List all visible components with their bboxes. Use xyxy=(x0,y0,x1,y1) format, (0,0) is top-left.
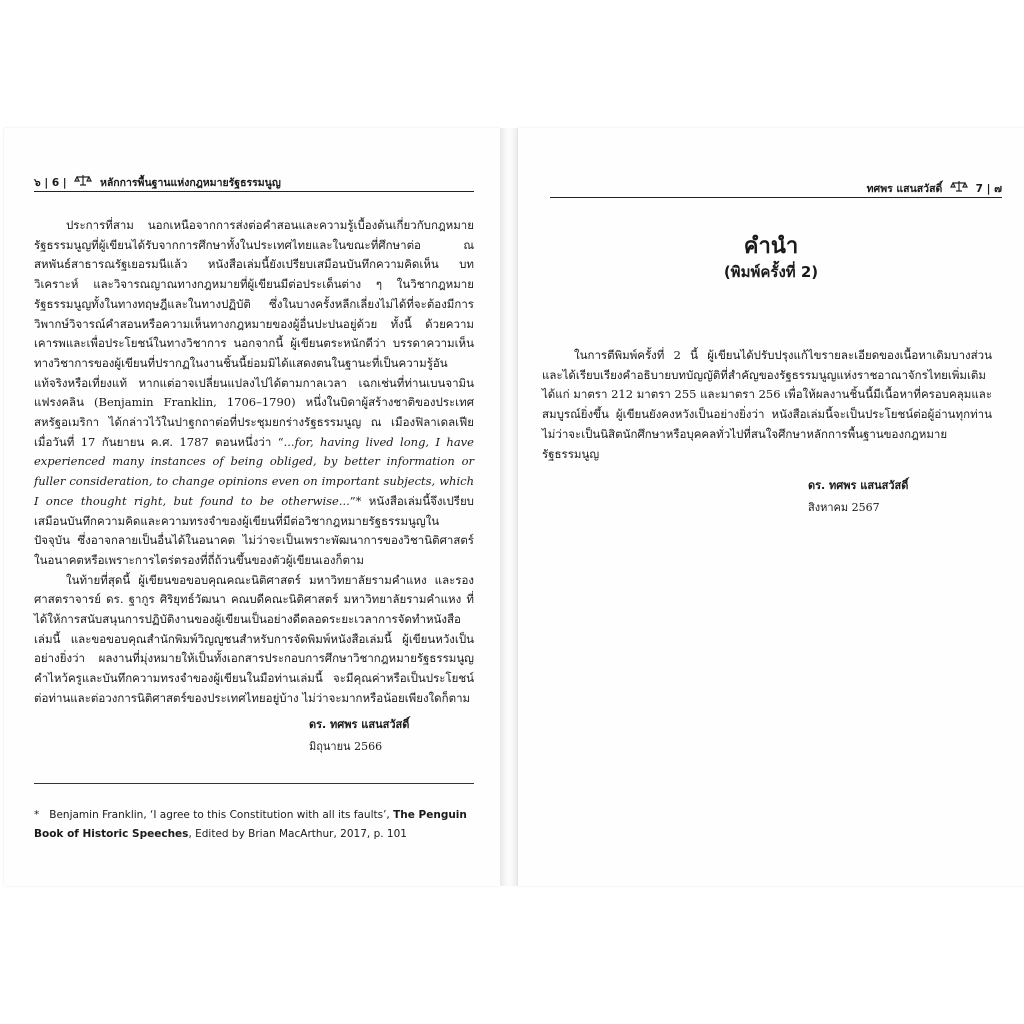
page-number: 7 xyxy=(975,183,983,195)
author-header: ทศพร แสนสวัสดิ์ xyxy=(866,183,943,195)
left-page-header: ๖ | 6 | หลักการพื้นฐานแห่งกฎหมายรัฐธรรมนูญ xyxy=(34,174,281,191)
left-signature xyxy=(309,714,409,758)
right-page-body xyxy=(542,346,992,464)
scales-of-justice-icon xyxy=(74,174,92,189)
paragraph-2: ในท้ายที่สุดนี้ ผู้เขียนขอขอบคุณคณะนิติศาสตร์ มหาวิทยาลัยรามคำแหง และรองศาสตราจารย์ ดร. ฐากูร ศิริยุทธ์วัฒนา คณบดีคณะนิติศาสตร์ มหาวิทยาลัยรามคำแหง ที่ได้ให้การสนับสนุนการปฏิบัติงานของผู้เขียนเป็นอย่างดีตลอดระยะเวลาการจัดทำหนังสือเล่มนี้ และขอขอบคุณสำนักพิมพ์วิญญูชนสำหรับการจัดพิมพ์หนังสือเล่มนี้ ผู้เขียนหวังเป็นอย่างยิ่งว่า ผลงานที่มุ่งหมายให้เป็นทั้งเอกสารประกอบการศึกษาวิชากฎหมายรัฐธรรมนูญ คำไหว้ครูและบันทึกความทรงจำของผู้เขียนในมือท่านเล่มนี้ จะมีคุณค่าหรือเป็นประโยชน์ต่อท่านและต่อวงการนิติศาสตร์ของประเทศไทยอยู่บ้าง ไม่ว่าจะมากหรือน้อยเพียงใดก็ตาม xyxy=(34,572,474,705)
header-rule xyxy=(34,191,474,192)
left-page-body xyxy=(34,216,474,709)
right-signature xyxy=(808,475,908,519)
right-page-header: ทศพร แสนสวัสดิ์ 7 | ๗ xyxy=(867,180,1002,197)
header-rule xyxy=(550,197,1002,198)
preface-title: คำนำ xyxy=(743,234,799,259)
footnote: * Benjamin Franklin, ‘I agree to this Constitution with all its faults’, The Penguin Book of Historic Speeches, Edited by Brian MacArthur, 2017, p. 101 xyxy=(34,809,467,840)
author-name: ดร. ทศพร แสนสวัสดิ์ xyxy=(309,718,410,731)
page-number-thai: ๗ xyxy=(994,183,1002,195)
footnote-marker: * xyxy=(34,809,40,821)
preface-subtitle: (พิมพ์ครั้งที่ 2) xyxy=(723,263,819,281)
author-name: ดร. ทศพร แสนสวัสดิ์ xyxy=(808,479,909,492)
preface-paragraph: ในการตีพิมพ์ครั้งที่ 2 นี้ ผู้เขียนได้ปรับปรุงแก้ไขรายละเอียดของเนื้อหาเดิมบางส่วน และได้เรียบเรียงคำอธิบายบทบัญญัติที่สำคัญของรัฐธรรมนูญแห่งราชอาณาจักรไทยเพิ่มเติม ได้แก่ มาตรา 212 มาตรา 255 และมาตรา 256 เพื่อให้ผลงานชิ้นนี้มีเนื้อหาที่ครอบคลุมและสมบูรณ์ยิ่งขึ้น ผู้เขียนยังคงหวังเป็นอย่างยิ่งว่า หนังสือเล่มนี้จะเป็นประโยชน์ต่อผู้อ่านทุกท่าน ไม่ว่าจะเป็นนิสิตนักศึกษาหรือบุคคลทั่วไปที่สนใจศึกษาหลักการพื้นฐานของกฎหมายรัฐธรรมนูญ xyxy=(542,348,992,461)
signature-date: มิถุนายน 2566 xyxy=(309,740,383,753)
franklin-quote: ...for, having lived long, I have experienced many instances of being obliged, by better information or fuller consideration, to change opinions even on important subjects, which I once thought right, but found to be otherwise... xyxy=(34,434,474,508)
book-title-header: หลักการพื้นฐานแห่งกฎหมายรัฐธรรมนูญ xyxy=(99,177,281,189)
book-gutter xyxy=(500,128,518,886)
footnote-book-title: The Penguin Book of Historic Speeches xyxy=(34,809,467,840)
page-number-thai: ๖ xyxy=(34,177,41,189)
paragraph-1: ประการที่สาม นอกเหนือจากการส่งต่อคำสอนและความรู้เบื้องต้นเกี่ยวกับกฎหมายรัฐธรรมนูญที่ผู้เขียนได้รับจากการศึกษาทั้งในประเทศไทยและในขณะที่ศึกษาต่อ ณ สหพันธ์สาธารณรัฐเยอรมนีแล้ว หนังสือเล่มนี้ยังเปรียบเสมือนบันทึกความคิดเห็น บทวิเคราะห์ และวิจารณญาณทางกฎหมายที่ผู้เขียนมีต่อประเด็นต่าง ๆ ในวิชากฎหมายรัฐธรรมนูญทั้งในทางทฤษฎีและในทางปฏิบัติ ซึ่งในบางครั้งหลีกเลี่ยงไม่ได้ที่จะต้องมีการวิพากษ์วิจารณ์คำสอนหรือความเห็นทางกฎหมายของผู้อื่นปะปนอยู่ด้วย ทั้งนี้ ด้วยความเคารพและเพื่อประโยชน์ในทางวิชาการ นอกจากนี้ ผู้เขียนตระหนักดีว่า บรรดาความเห็นทางวิชาการของผู้เขียนที่ปรากฏในงานชิ้นนี้ย่อมมิได้แสดงตนในฐานะที่เป็นความรู้อันแท้จริงหรือเที่ยงแท้ หากแต่อาจเปลี่ยนแปลงไปได้ตามกาลเวลา เฉกเช่นที่ท่านเบนจามิน แฟรงคลิน (Benjamin Franklin, 1706–1790) หนึ่งในบิดาผู้สร้างชาติของประเทศสหรัฐอเมริกา ได้กล่าวไว้ในปาฐกถาต่อที่ประชุมยกร่างรัฐธรรมนูญ ณ เมืองฟิลาเดลเฟีย เมื่อวันที่ 17 กันยายน ค.ศ. 1787 ตอนหนึ่งว่า “...for, having lived long, I have experienced many instances of being obliged, by better information or fuller consideration, to change opinions even on important subjects, which I once thought right, but found to be otherwise...”* หนังสือเล่มนี้จึงเปรียบเสมือนบันทึกความคิดและความทรงจำของผู้เขียนที่มีต่อวิชากฎหมายรัฐธรรมนูญในปัจจุบัน ซึ่งอาจกลายเป็นอื่นได้ในอนาคต ไม่ว่าจะเป็นเพราะพัฒนาการของวิชานิติศาสตร์ในอนาคตหรือเพราะการไตร่ตรองที่ถี่ถ้วนขึ้นของตัวผู้เขียนเองก็ตาม xyxy=(34,218,474,567)
right-page xyxy=(518,128,1024,886)
page-number: 6 xyxy=(51,177,60,189)
scales-of-justice-icon xyxy=(950,180,968,195)
left-page xyxy=(4,128,500,886)
signature-date: สิงหาคม 2567 xyxy=(808,501,880,514)
footnote-rule xyxy=(34,783,474,784)
